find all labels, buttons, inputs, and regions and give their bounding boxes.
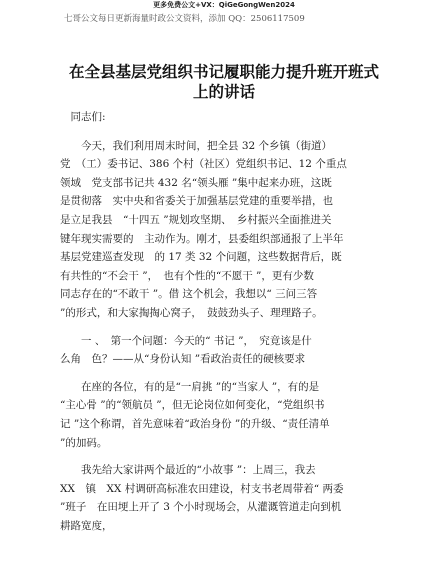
paragraph-line: 是立足我县 “十四五 ”规划攻坚期、 乡村振兴全面推进关 bbox=[60, 213, 332, 226]
paragraph-line: 党 （工）委书记、386 个村（社区）党组织书记、12 个重点 bbox=[60, 158, 347, 171]
document-body bbox=[60, 108, 390, 544]
paragraph-line: 记 ”这个称谓，首先意味着“政治身份 ”的升级、“责任清单 bbox=[60, 417, 330, 430]
paragraph-line: ”的形式，和大家掏掏心窝子， 鼓鼓劲头子、理理路子。 bbox=[60, 306, 323, 319]
paragraph-line: 有共性的“不会干 ”， 也有个性的“不愿干 ”，更有少数 bbox=[60, 269, 314, 282]
paragraph-line: 键年现实需要的 主动作为。刚才，县委组织部通报了上半年 bbox=[60, 232, 344, 245]
paragraph bbox=[60, 378, 390, 452]
paragraph-line: ”的加码。 bbox=[60, 436, 108, 449]
top-banner: 更多免费公文+VX：QiGeGongWen2024 bbox=[153, 1, 295, 9]
title-line-1: 在全县基层党组织书记履职能力提升班开班式 bbox=[68, 63, 379, 81]
paragraph-line: 我先给大家讲两个最近的“小故事 ”：上周三，我去 bbox=[60, 464, 316, 477]
paragraph-line: ”班子 在田埂上开了 3 个小时现场会，从灌溉管道走向到机 bbox=[60, 501, 342, 514]
salutation-text: 同志们: bbox=[70, 111, 106, 123]
paragraph-line: 同志存在的“不敢干 ”。借 这个机会，我想以“ 三问三答 bbox=[60, 288, 318, 301]
paragraph-line: 耕路宽度， bbox=[60, 519, 113, 532]
salutation bbox=[60, 108, 390, 127]
paragraph-line: 基层党建巡查发现 的 17 类 32 个问题，这些数据背后，既 bbox=[60, 251, 342, 264]
paragraph bbox=[60, 137, 390, 323]
paragraph-list bbox=[60, 137, 390, 536]
paragraph-line: 领域 党支部书记共 432 名“领头雁 ”集中起来办班，这既 bbox=[60, 176, 332, 189]
paragraph-line: 在座的各位，有的是“一肩挑 ”的“当家人 ”，有的是 bbox=[60, 380, 320, 393]
paragraph bbox=[60, 461, 390, 535]
paragraph-line: 是贯彻落 实中央和省委关于加强基层党建的重要举措，也 bbox=[60, 195, 333, 208]
paragraph-line: 么角 色？——从“身份认知 ”看政治责任的硬核要求 bbox=[60, 353, 306, 366]
paragraph bbox=[60, 332, 390, 369]
document-title bbox=[40, 62, 408, 102]
paragraph-line: XX 镇 XX 村调研高标准农田建设，村支书老周带着“ 两委 bbox=[60, 482, 344, 495]
paragraph-line: 一 、 第一个问题：今天的“ 书记 ”， 究竟该是什 bbox=[60, 334, 312, 347]
paragraph-line: 今天，我们利用周末时间，把全县 32 个乡镇（街道） bbox=[60, 139, 333, 152]
header-note: 七哥公文每日更新海量时政公文资料，添加 QQ：2506117509 bbox=[64, 14, 305, 24]
paragraph-line: “主心骨 ”的“领航员 ”，但无论岗位如何变化，“党组织书 bbox=[60, 399, 325, 412]
title-line-2: 上的讲话 bbox=[192, 83, 255, 101]
